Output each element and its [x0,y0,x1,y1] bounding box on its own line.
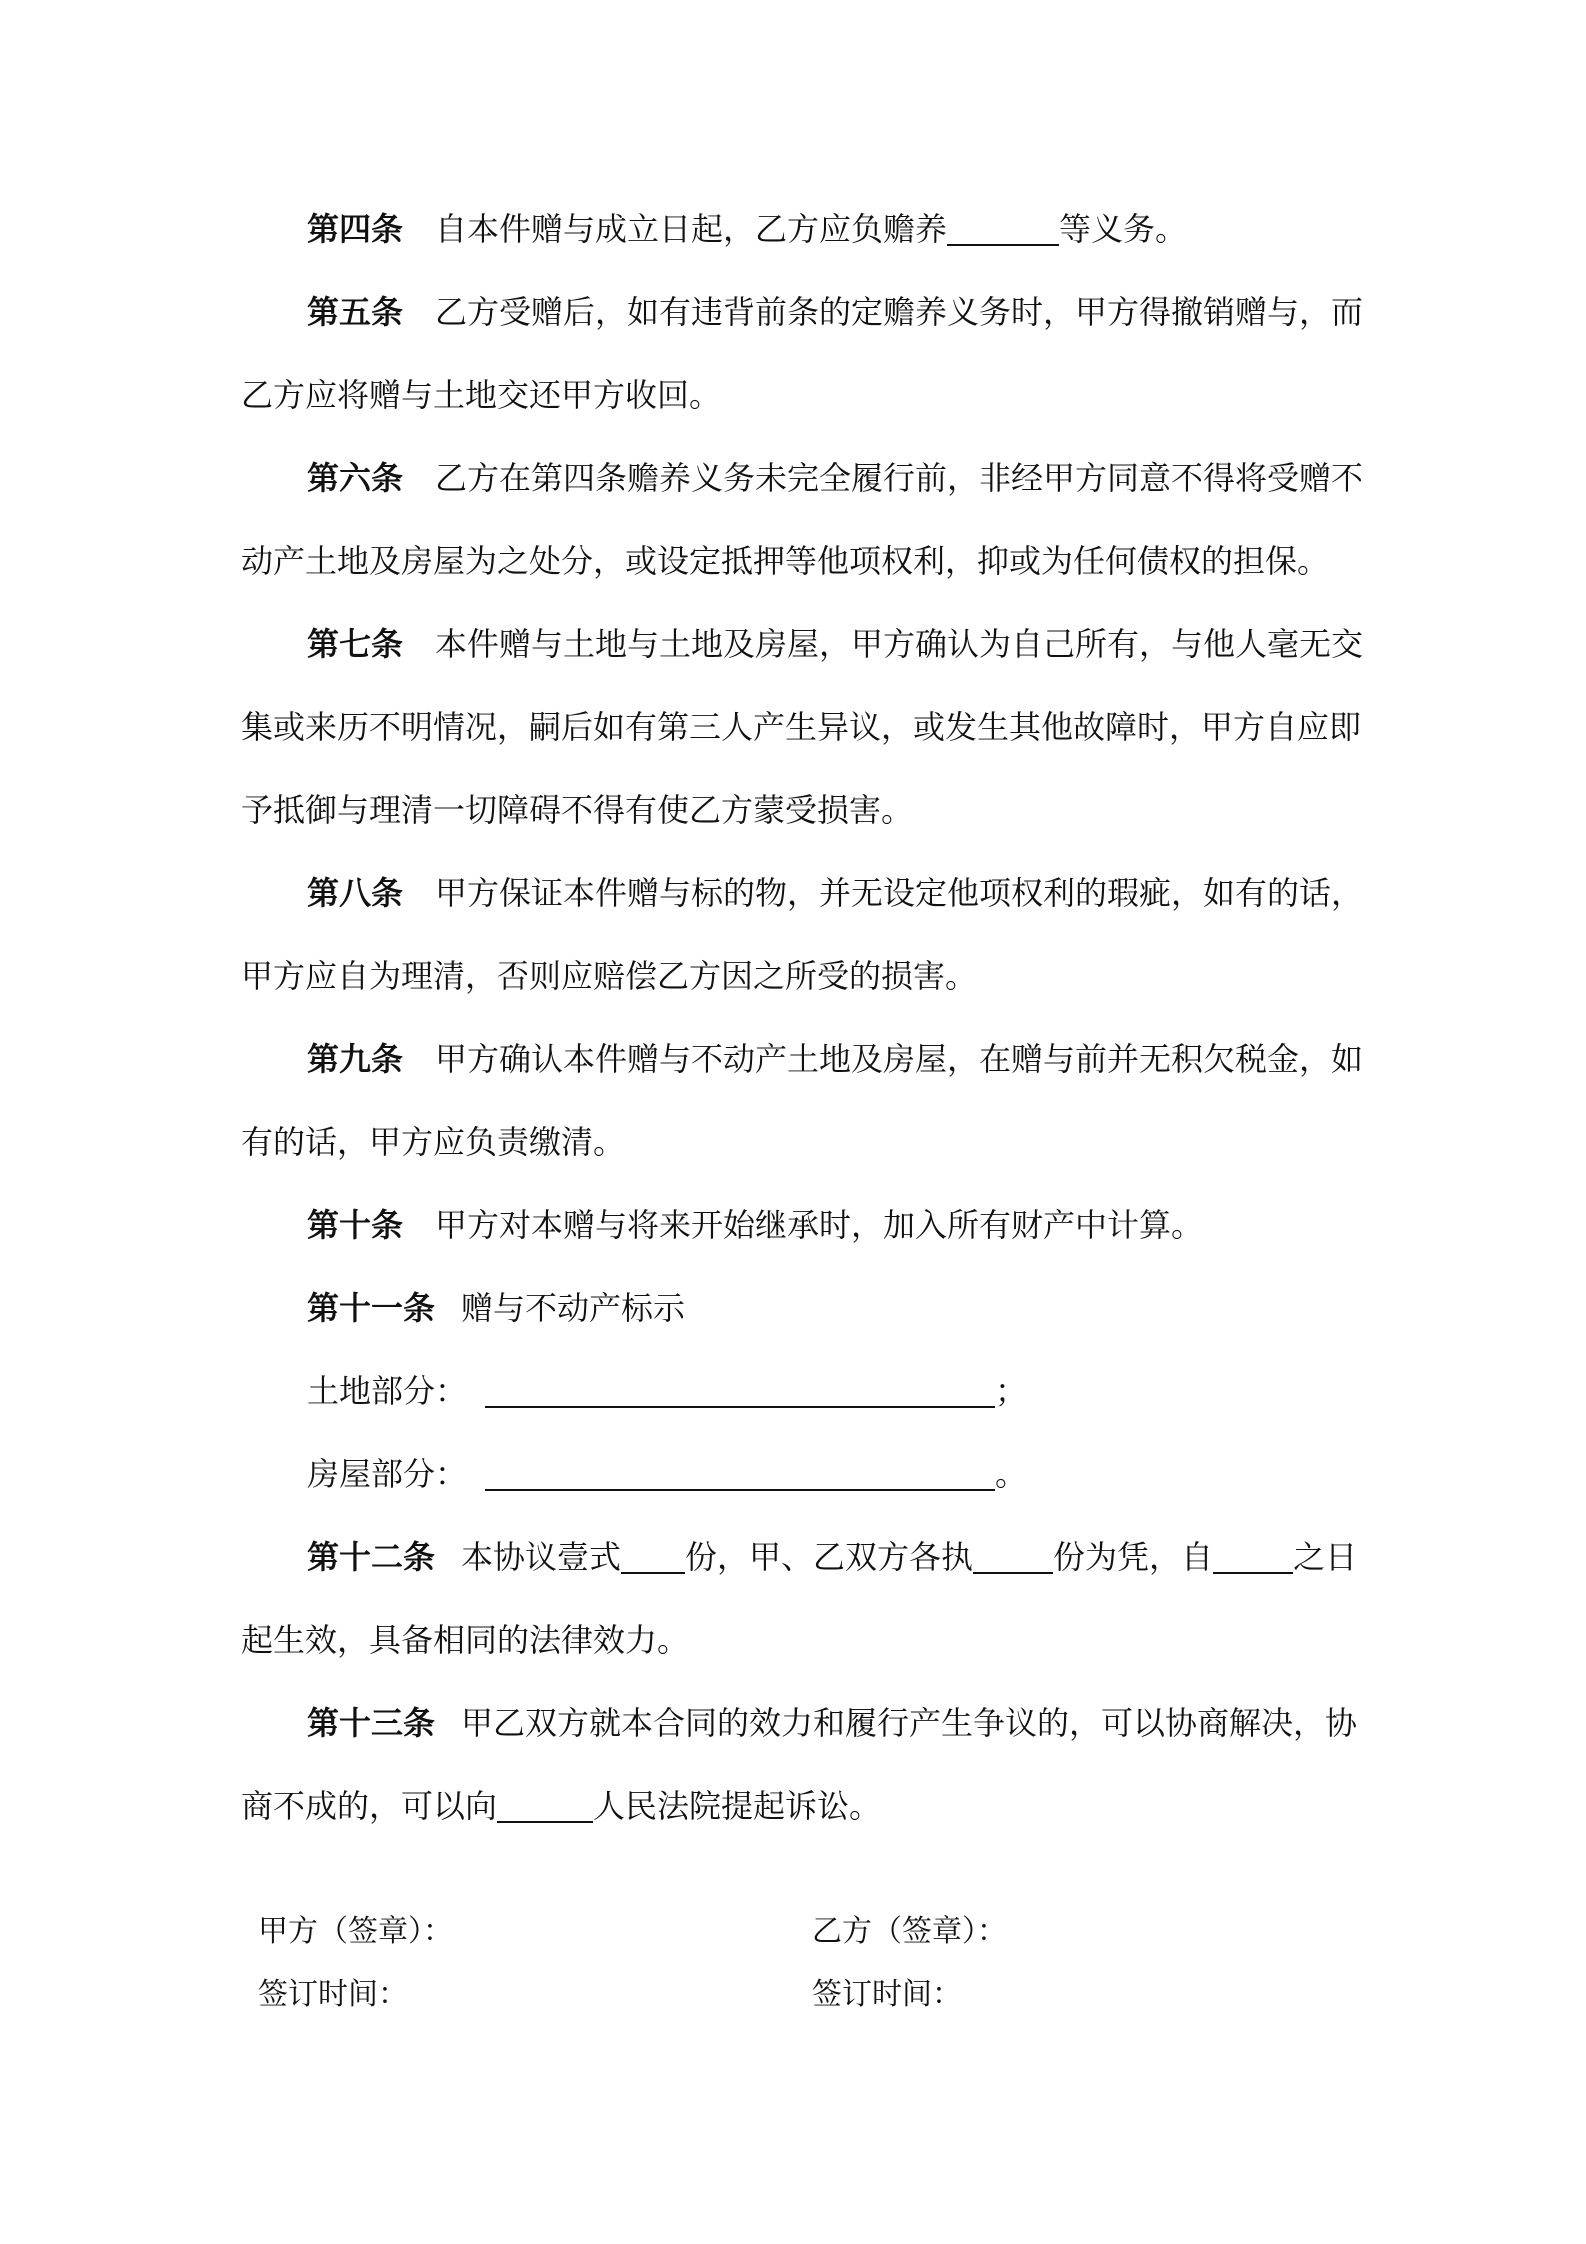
copies-total-blank[interactable] [621,1542,685,1574]
article-7-line-1: 本件赠与土地与土地及房屋，甲方确认为自己所有，与他人毫无交 [435,625,1364,663]
article-12-text-2: 份，甲、乙双方各执 [685,1538,974,1576]
house-row [307,1454,1027,1494]
article-8-line-2: 甲方应自为理清，否则应赔偿乙方因之所受的损害。 [241,957,978,995]
article-9-label: 第九条 [307,1040,404,1078]
article-5-line-1: 乙方受赠后，如有违背前条的定赡养义务时，甲方得撤销赠与，而 [435,293,1364,331]
court-blank[interactable] [497,1791,593,1823]
article-12-text-4: 之日 [1293,1538,1358,1576]
copies-each-blank[interactable] [973,1542,1053,1574]
article-4-label: 第四条 [307,210,404,248]
article-9-line-2: 有的话，甲方应负责缴清。 [241,1123,626,1161]
article-6-line-2: 动产土地及房屋为之处分，或设定抵押等他项权利，抑或为任何债权的担保。 [241,542,1330,580]
article-10-label: 第十条 [307,1206,404,1244]
article-5-label: 第五条 [307,293,404,331]
article-7-line-3: 予抵御与理清一切障碍不得有使乙方蒙受损害。 [241,791,914,829]
article-13-text-after: 人民法院提起诉讼。 [593,1787,882,1825]
land-end: ； [995,1372,1028,1410]
article-5 [307,292,1363,332]
article-7 [307,624,1363,664]
land-blank[interactable] [485,1376,995,1408]
article-13-line-2 [241,1786,881,1826]
article-8-line-1: 甲方保证本件赠与标的物，并无设定他项权利的瑕疵，如有的话， [435,874,1364,912]
article-12-label: 第十二条 [307,1538,436,1576]
article-7-line-2: 集或来历不明情况，嗣后如有第三人产生异议，或发生其他故障时，甲方自应即 [241,708,1362,746]
article-11-text: 赠与不动产标示 [461,1289,686,1327]
article-6-line-1: 乙方在第四条赡养义务未完全履行前，非经甲方同意不得将受赠不 [435,459,1364,497]
land-label: 土地部分： [307,1372,468,1410]
article-8 [307,873,1363,913]
house-label: 房屋部分： [307,1455,468,1493]
article-6 [307,458,1363,498]
party-a-signature-label: 甲方（签章）： [258,1914,453,1949]
article-4-text: 自本件赠与成立日起，乙方应负赡养 [435,210,948,248]
party-b-date-label: 签订时间： [812,1977,962,2012]
article-12-line-2: 起生效，具备相同的法律效力。 [241,1621,690,1659]
article-12-text-1: 本协议壹式 [461,1538,622,1576]
article-13-text-before: 商不成的，可以向 [241,1787,498,1825]
article-10 [307,1205,1203,1245]
article-11-label: 第十一条 [307,1289,436,1327]
article-7-label: 第七条 [307,625,404,663]
article-6-label: 第六条 [307,459,404,497]
house-blank[interactable] [485,1459,995,1491]
article-4 [307,209,1187,249]
article-13-line-1: 甲乙双方就本合同的效力和履行产生争议的，可以协商解决，协 [461,1704,1358,1742]
effective-date-blank[interactable] [1213,1542,1293,1574]
article-5-line-2: 乙方应将赠与土地交还甲方收回。 [241,376,722,414]
article-13-label: 第十三条 [307,1704,436,1742]
article-10-text: 甲方对本赠与将来开始继承时，加入所有财产中计算。 [435,1206,1204,1244]
party-a-date-label: 签订时间： [258,1977,408,2012]
article-4-text-end: 等义务。 [1059,210,1188,248]
article-13 [307,1703,1357,1743]
article-12 [307,1537,1357,1577]
article-11 [307,1288,685,1328]
article-12-text-3: 份为凭，自 [1053,1538,1214,1576]
article-9-line-1: 甲方确认本件赠与不动产土地及房屋，在赠与前并无积欠税金，如 [435,1040,1364,1078]
article-8-label: 第八条 [307,874,404,912]
party-b-signature-label: 乙方（签章）： [812,1914,1007,1949]
article-9 [307,1039,1363,1079]
support-obligation-blank[interactable] [947,214,1059,246]
land-row [307,1371,1027,1411]
house-end: 。 [995,1455,1028,1493]
